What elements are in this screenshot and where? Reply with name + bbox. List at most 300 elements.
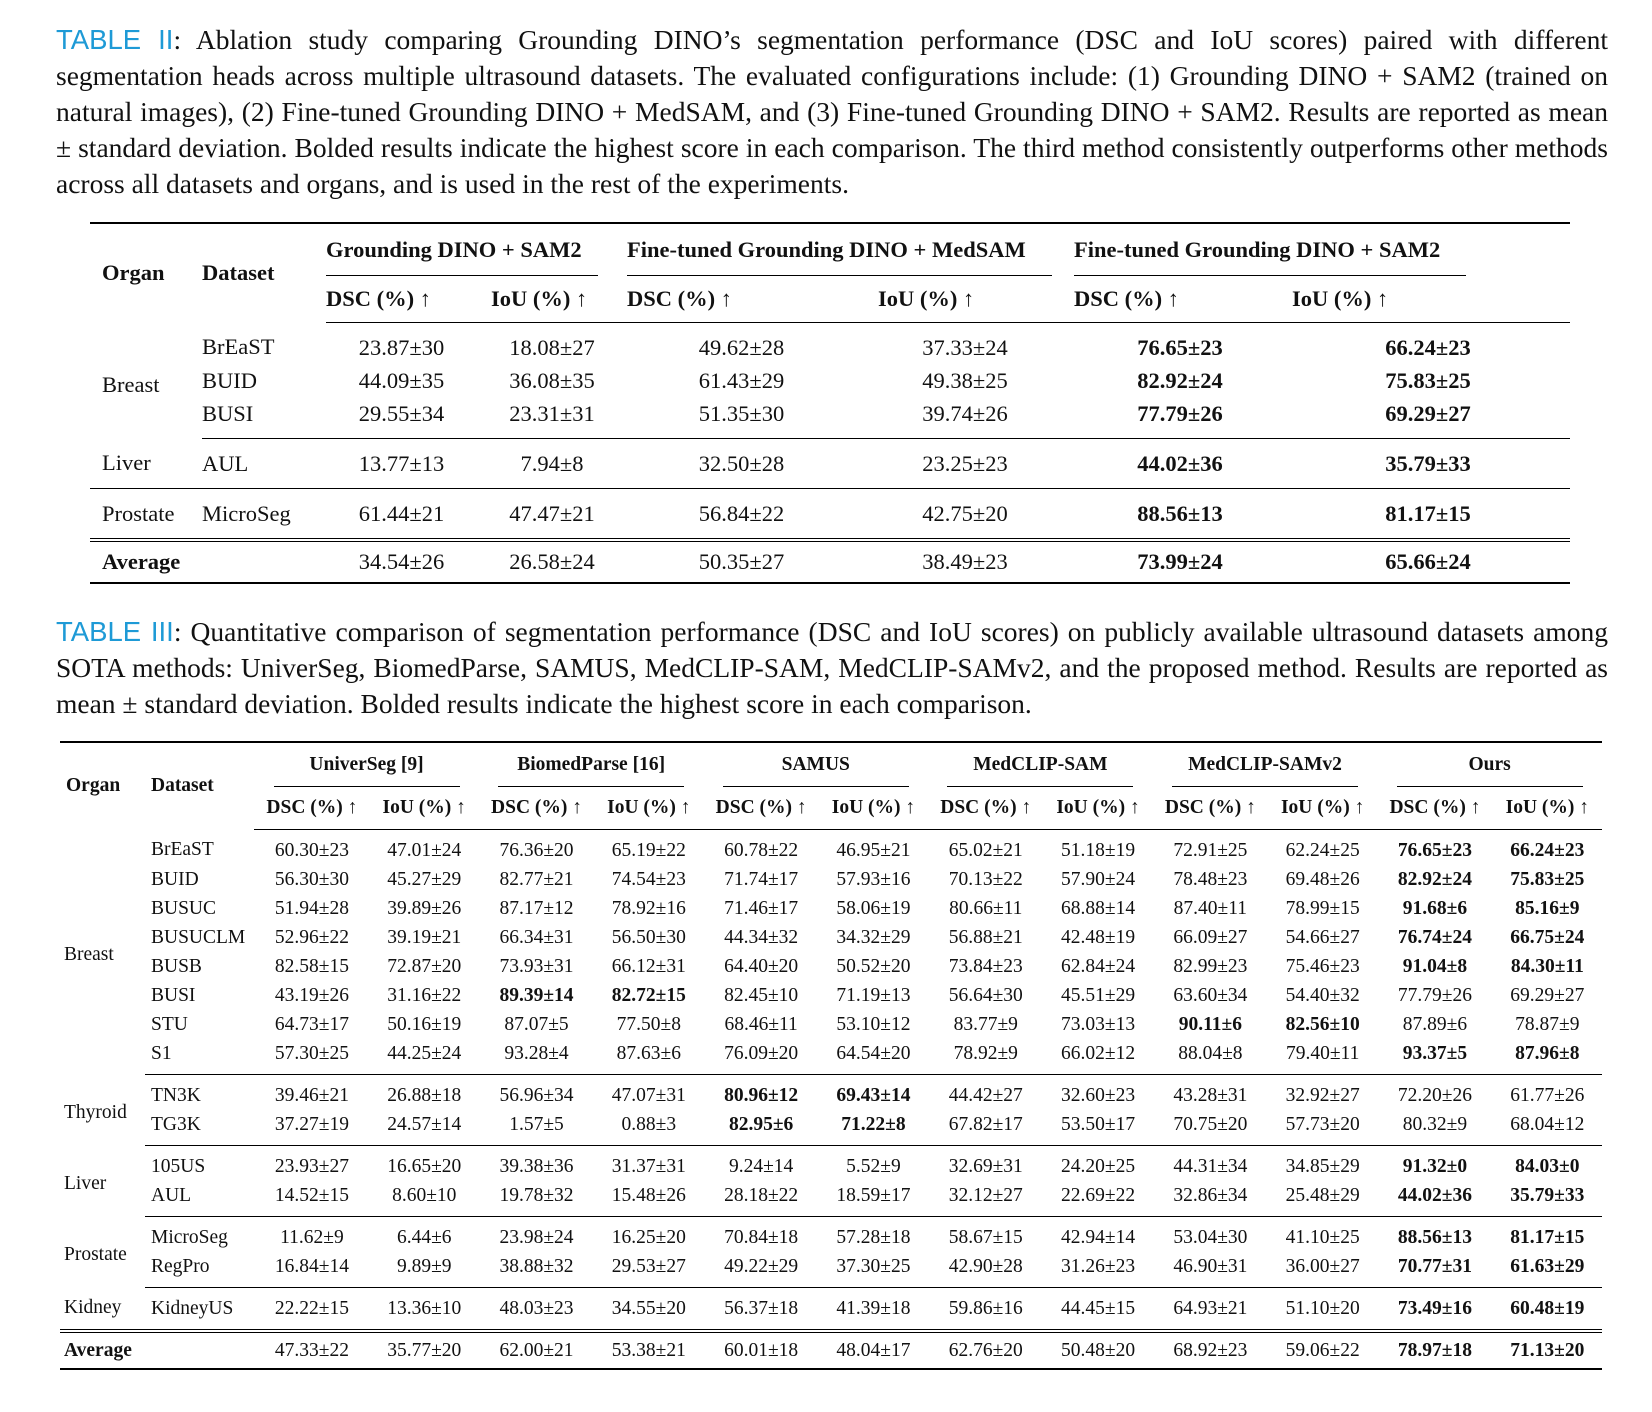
table-row <box>90 489 1570 541</box>
score-cell: 57.28±18 <box>836 1226 911 1248</box>
score-cell: 50.52±20 <box>836 955 911 977</box>
score-cell: 78.99±15 <box>1285 897 1360 919</box>
table-row <box>60 1217 1602 1253</box>
score-cell: 19.78±32 <box>479 1181 594 1217</box>
t3-dsc-header: DSC (%) ↑ <box>928 787 1043 830</box>
score-cell: 68.46±11 <box>724 1013 798 1035</box>
score-cell: 61.63±29 <box>1493 1252 1602 1288</box>
score-cell: 39.38±36 <box>499 1155 574 1177</box>
score-cell: 45.27±29 <box>387 868 462 890</box>
score-cell: 78.92±9 <box>928 1039 1043 1075</box>
score-cell: 43.19±26 <box>274 984 349 1006</box>
score-cell: 36.08±35 <box>509 367 595 393</box>
score-cell: 14.52±15 <box>254 1181 369 1217</box>
table3-label: TABLE III <box>56 616 174 647</box>
t2-iou-header: IoU (%) ↑ <box>477 276 627 323</box>
score-cell: 77.79±26 <box>1397 984 1472 1006</box>
score-cell: 87.17±12 <box>499 897 574 919</box>
t2-dsc-header: DSC (%) ↑ <box>326 276 477 323</box>
table3-caption-text: : Quantitative comparison of segmentation performance (DSC and IoU scores) on publicly available ultrasound datasets among SOTA methods: UniverSeg, BiomedParse, SAMUS, MedCLIP-SAM, MedCLIP-SAMv2, and the proposed method. Results are reported as mean ± standard deviation. Bolded results indicate the highest score in each comparison. <box>56 616 1608 719</box>
score-cell: 8.60±10 <box>370 1181 479 1217</box>
score-cell: 42.48±19 <box>1061 926 1136 948</box>
score-cell: 59.86±16 <box>948 1297 1023 1319</box>
score-cell: 41.10±25 <box>1285 1226 1360 1248</box>
t3-header-dataset: Dataset <box>150 775 214 797</box>
score-cell: 0.88±3 <box>594 1110 703 1146</box>
score-cell: 22.22±15 <box>274 1297 349 1319</box>
score-cell: 39.46±21 <box>274 1084 349 1106</box>
score-cell: 13.77±13 <box>326 439 477 489</box>
score-cell: 34.55±20 <box>611 1297 686 1319</box>
score-cell: 75.83±25 <box>1510 868 1585 890</box>
score-cell: 9.24±14 <box>728 1155 794 1177</box>
score-cell: 56.37±18 <box>724 1297 799 1319</box>
score-cell: 87.40±11 <box>1173 897 1248 919</box>
score-cell: 61.44±21 <box>358 500 445 526</box>
t2-header-organ: Organ <box>102 260 165 286</box>
score-cell: 82.56±10 <box>1285 1013 1360 1035</box>
t3-dsc-header: DSC (%) ↑ <box>254 787 369 830</box>
score-cell: 37.30±25 <box>819 1252 928 1288</box>
score-cell: 35.77±20 <box>370 1331 479 1369</box>
score-cell: 68.92±23 <box>1153 1331 1268 1369</box>
table-row <box>60 1146 1602 1182</box>
score-cell: 82.92±24 <box>1137 367 1223 393</box>
t3-group-header: Ours <box>1377 742 1602 787</box>
score-cell: 72.20±26 <box>1397 1084 1472 1106</box>
score-cell: 71.22±8 <box>819 1110 928 1146</box>
organ-cell: Breast <box>64 944 114 965</box>
dataset-cell: BUSB <box>150 955 202 977</box>
organ-cell: Kidney <box>64 1297 122 1319</box>
score-cell: 48.03±23 <box>499 1297 574 1319</box>
score-cell: 47.07±31 <box>611 1084 686 1106</box>
score-cell: 64.93±21 <box>1173 1297 1248 1319</box>
score-cell: 51.94±28 <box>274 897 349 919</box>
score-cell: 87.63±6 <box>594 1039 703 1075</box>
score-cell: 52.96±22 <box>274 926 349 948</box>
score-cell: 74.54±23 <box>611 868 686 890</box>
score-cell: 68.88±14 <box>1061 897 1136 919</box>
score-cell: 54.66±27 <box>1285 926 1360 948</box>
score-cell: 5.52±9 <box>846 1155 901 1177</box>
score-cell: 78.48±23 <box>1173 868 1248 890</box>
t3-group-header: UniverSeg [9] <box>254 742 479 787</box>
score-cell: 64.40±20 <box>724 955 799 977</box>
score-cell: 56.30±30 <box>274 868 349 890</box>
organ-cell: Breast <box>102 371 160 397</box>
t3-iou-header: IoU (%) ↑ <box>370 787 479 830</box>
score-cell: 84.30±11 <box>1510 955 1584 977</box>
dataset-cell: BrEaST <box>150 839 214 861</box>
score-cell: 56.64±30 <box>948 984 1023 1006</box>
score-cell: 71.74±17 <box>724 868 799 890</box>
score-cell: 84.03±0 <box>1515 1155 1580 1177</box>
average-label: Average <box>90 540 326 583</box>
score-cell: 44.45±15 <box>1061 1297 1136 1319</box>
table-row <box>90 439 1570 489</box>
t2-iou-header: IoU (%) ↑ <box>1286 276 1570 323</box>
score-cell: 42.75±20 <box>922 500 1008 526</box>
score-cell: 11.62±9 <box>280 1226 344 1248</box>
score-cell: 23.87±30 <box>358 334 445 360</box>
score-cell: 66.24±23 <box>1385 334 1471 360</box>
t3-header-organ: Organ <box>66 775 121 797</box>
score-cell: 81.17±15 <box>1510 1226 1585 1248</box>
score-cell: 44.34±32 <box>724 926 799 948</box>
score-cell: 32.69±31 <box>948 1155 1023 1177</box>
score-cell: 87.96±8 <box>1493 1039 1602 1075</box>
score-cell: 85.16±9 <box>1515 897 1580 919</box>
score-cell: 32.50±28 <box>627 439 856 489</box>
dataset-cell: AUL <box>202 439 326 489</box>
t3-group-header: SAMUS <box>703 742 928 787</box>
score-cell: 45.51±29 <box>1061 984 1136 1006</box>
score-cell: 73.93±31 <box>499 955 574 977</box>
score-cell: 22.69±22 <box>1043 1181 1152 1217</box>
score-cell: 31.26±23 <box>1043 1252 1152 1288</box>
score-cell: 56.96±34 <box>499 1084 574 1106</box>
score-cell: 56.50±30 <box>611 926 686 948</box>
dataset-cell: S1 <box>145 1039 254 1075</box>
score-cell: 49.38±25 <box>922 367 1008 393</box>
score-cell: 72.91±25 <box>1173 839 1248 861</box>
dataset-cell: BrEaST <box>202 334 275 360</box>
dataset-cell: KidneyUS <box>150 1297 234 1319</box>
dataset-cell: TN3K <box>150 1084 201 1106</box>
score-cell: 80.32±9 <box>1377 1110 1492 1146</box>
table2-caption <box>56 22 1608 202</box>
score-cell: 29.53±27 <box>594 1252 703 1288</box>
score-cell: 32.12±27 <box>928 1181 1043 1217</box>
score-cell: 69.29±27 <box>1510 984 1585 1006</box>
score-cell: 44.02±36 <box>1377 1181 1492 1217</box>
score-cell: 75.46±23 <box>1285 955 1360 977</box>
score-cell: 58.67±15 <box>948 1226 1023 1248</box>
score-cell: 87.07±5 <box>504 1013 569 1035</box>
table-row <box>60 894 1602 923</box>
table-row <box>60 1288 1602 1332</box>
score-cell: 63.60±34 <box>1173 984 1248 1006</box>
score-cell: 9.89±9 <box>370 1252 479 1288</box>
score-cell: 70.84±18 <box>724 1226 799 1248</box>
score-cell: 44.42±27 <box>948 1084 1023 1106</box>
score-cell: 31.37±31 <box>611 1155 686 1177</box>
dataset-cell: TG3K <box>145 1110 254 1146</box>
score-cell: 15.48±26 <box>594 1181 703 1217</box>
score-cell: 24.20±25 <box>1061 1155 1136 1177</box>
score-cell: 57.93±16 <box>836 868 911 890</box>
t2-group-header: Fine-tuned Grounding DINO + MedSAM <box>627 223 1074 276</box>
table2-label: TABLE II <box>56 24 174 55</box>
score-cell: 82.58±15 <box>274 955 349 977</box>
average-label: Average <box>60 1331 254 1369</box>
table-row <box>60 1110 1602 1146</box>
t2-dsc-header: DSC (%) ↑ <box>1074 276 1286 323</box>
score-cell: 58.06±19 <box>836 897 911 919</box>
score-cell: 39.89±26 <box>387 897 462 919</box>
score-cell: 44.31±34 <box>1173 1155 1248 1177</box>
score-cell: 62.76±20 <box>928 1331 1043 1369</box>
score-cell: 70.77±31 <box>1377 1252 1492 1288</box>
score-cell: 76.65±23 <box>1397 839 1472 861</box>
score-cell: 46.90±31 <box>1153 1252 1268 1288</box>
score-cell: 18.08±27 <box>509 334 595 360</box>
score-cell: 23.93±27 <box>274 1155 349 1177</box>
score-cell: 59.06±22 <box>1268 1331 1377 1369</box>
score-cell: 43.28±31 <box>1173 1084 1248 1106</box>
table3-caption <box>56 614 1608 722</box>
score-cell: 78.87±9 <box>1515 1013 1580 1035</box>
score-cell: 72.87±20 <box>387 955 462 977</box>
score-cell: 91.68±6 <box>1402 897 1468 919</box>
score-cell: 50.48±20 <box>1043 1331 1152 1369</box>
dataset-cell: STU <box>150 1013 188 1035</box>
dataset-cell: BUSUCLM <box>150 926 246 948</box>
score-cell: 29.55±34 <box>326 397 477 439</box>
score-cell: 38.49±23 <box>856 540 1074 583</box>
score-cell: 69.43±14 <box>836 1084 911 1106</box>
score-cell: 32.92±27 <box>1285 1084 1360 1106</box>
score-cell: 80.66±11 <box>949 897 1023 919</box>
score-cell: 81.17±15 <box>1385 500 1471 526</box>
score-cell: 82.45±10 <box>724 984 799 1006</box>
score-cell: 66.75±24 <box>1510 926 1585 948</box>
score-cell: 60.78±22 <box>724 839 799 861</box>
score-cell: 6.44±6 <box>396 1226 452 1248</box>
score-cell: 90.11±6 <box>1178 1013 1242 1035</box>
dataset-cell: BUID <box>150 868 199 890</box>
score-cell: 79.40±11 <box>1268 1039 1377 1075</box>
t3-iou-header: IoU (%) ↑ <box>1043 787 1152 830</box>
t3-dsc-header: DSC (%) ↑ <box>1153 787 1268 830</box>
score-cell: 76.09±20 <box>703 1039 818 1075</box>
score-cell: 53.10±12 <box>836 1013 911 1035</box>
table-row <box>60 952 1602 981</box>
dataset-cell: MicroSeg <box>150 1226 228 1248</box>
dataset-cell: BUSI <box>202 397 326 439</box>
score-cell: 13.36±10 <box>387 1297 462 1319</box>
score-cell: 38.88±32 <box>479 1252 594 1288</box>
score-cell: 16.65±20 <box>387 1155 462 1177</box>
score-cell: 56.84±22 <box>698 500 785 526</box>
score-cell: 88.56±13 <box>1397 1226 1472 1248</box>
score-cell: 35.79±33 <box>1286 439 1570 489</box>
score-cell: 71.46±17 <box>724 897 799 919</box>
score-cell: 32.60±23 <box>1061 1084 1136 1106</box>
score-cell: 47.33±22 <box>254 1331 369 1369</box>
score-cell: 32.86±34 <box>1153 1181 1268 1217</box>
score-cell: 28.18±22 <box>703 1181 818 1217</box>
score-cell: 39.19±21 <box>387 926 462 948</box>
score-cell: 82.72±15 <box>611 984 686 1006</box>
table-row <box>60 1252 1602 1288</box>
organ-cell: Liver <box>64 1173 107 1194</box>
score-cell: 34.54±26 <box>326 540 477 583</box>
score-cell: 47.47±21 <box>509 500 595 526</box>
score-cell: 66.02±12 <box>1043 1039 1152 1075</box>
score-cell: 42.94±14 <box>1061 1226 1136 1248</box>
score-cell: 37.27±19 <box>254 1110 369 1146</box>
table-row <box>60 865 1602 894</box>
score-cell: 50.16±19 <box>387 1013 462 1035</box>
table-row <box>60 923 1602 952</box>
score-cell: 46.95±21 <box>836 839 911 861</box>
score-cell: 53.50±17 <box>1043 1110 1152 1146</box>
score-cell: 65.02±21 <box>948 839 1023 861</box>
t3-group-header: MedCLIP-SAMv2 <box>1153 742 1378 787</box>
score-cell: 83.77±9 <box>953 1013 1018 1035</box>
score-cell: 18.59±17 <box>819 1181 928 1217</box>
score-cell: 65.66±24 <box>1286 540 1570 583</box>
t2-iou-header: IoU (%) ↑ <box>856 276 1074 323</box>
score-cell: 53.38±21 <box>594 1331 703 1369</box>
score-cell: 70.75±20 <box>1153 1110 1268 1146</box>
organ-cell: Thyroid <box>64 1102 127 1123</box>
score-cell: 66.34±31 <box>499 926 574 948</box>
dataset-cell: 105US <box>150 1155 206 1177</box>
score-cell: 34.32±29 <box>836 926 911 948</box>
score-cell: 91.32±0 <box>1402 1155 1468 1177</box>
score-cell: 78.97±18 <box>1377 1331 1492 1369</box>
score-cell: 57.90±24 <box>1061 868 1136 890</box>
dataset-cell: BUSUC <box>150 897 217 919</box>
score-cell: 23.25±23 <box>856 439 1074 489</box>
score-cell: 65.19±22 <box>611 839 686 861</box>
t2-group-header: Fine-tuned Grounding DINO + SAM2 <box>1074 223 1570 276</box>
table-row <box>90 323 1570 365</box>
score-cell: 62.00±21 <box>479 1331 594 1369</box>
score-cell: 80.96±12 <box>724 1084 799 1106</box>
score-cell: 1.57±5 <box>479 1110 594 1146</box>
score-cell: 89.39±14 <box>499 984 574 1006</box>
t3-group-header: MedCLIP-SAM <box>928 742 1153 787</box>
t3-iou-header: IoU (%) ↑ <box>594 787 703 830</box>
score-cell: 42.90±28 <box>928 1252 1043 1288</box>
score-cell: 93.28±4 <box>479 1039 594 1075</box>
score-cell: 73.84±23 <box>948 955 1023 977</box>
score-cell: 7.94±8 <box>477 439 627 489</box>
score-cell: 66.09±27 <box>1173 926 1248 948</box>
score-cell: 26.88±18 <box>387 1084 462 1106</box>
score-cell: 69.48±26 <box>1285 868 1360 890</box>
score-cell: 23.31±31 <box>477 397 627 439</box>
score-cell: 57.30±25 <box>254 1039 369 1075</box>
score-cell: 60.30±23 <box>274 839 349 861</box>
score-cell: 23.98±24 <box>499 1226 574 1248</box>
score-cell: 71.19±13 <box>836 984 911 1006</box>
table-row <box>60 1181 1602 1217</box>
score-cell: 61.43±29 <box>698 367 785 393</box>
score-cell: 62.84±24 <box>1061 955 1136 977</box>
score-cell: 41.39±18 <box>836 1297 911 1319</box>
score-cell: 56.88±21 <box>948 926 1023 948</box>
score-cell: 88.04±8 <box>1153 1039 1268 1075</box>
table2 <box>90 222 1570 584</box>
score-cell: 69.29±27 <box>1286 397 1570 439</box>
dataset-cell: RegPro <box>145 1252 254 1288</box>
score-cell: 77.79±26 <box>1074 397 1286 439</box>
score-cell: 35.79±33 <box>1493 1181 1602 1217</box>
score-cell: 26.58±24 <box>477 540 627 583</box>
t3-iou-header: IoU (%) ↑ <box>1268 787 1377 830</box>
dataset-cell: AUL <box>145 1181 254 1217</box>
average-row <box>90 540 1570 583</box>
score-cell: 24.57±14 <box>370 1110 479 1146</box>
score-cell: 37.33±24 <box>922 334 1008 360</box>
score-cell: 67.82±17 <box>928 1110 1043 1146</box>
score-cell: 53.04±30 <box>1173 1226 1248 1248</box>
score-cell: 73.49±16 <box>1397 1297 1472 1319</box>
table-row <box>60 1075 1602 1111</box>
score-cell: 91.04±8 <box>1402 955 1468 977</box>
table-row <box>60 981 1602 1010</box>
t2-dsc-header: DSC (%) ↑ <box>627 276 856 323</box>
score-cell: 76.36±20 <box>499 839 574 861</box>
score-cell: 82.95±6 <box>703 1110 818 1146</box>
t2-group-header: Grounding DINO + SAM2 <box>326 223 627 276</box>
organ-cell: Prostate <box>102 500 175 526</box>
score-cell: 82.77±21 <box>499 868 574 890</box>
score-cell: 70.13±22 <box>948 868 1023 890</box>
score-cell: 75.83±25 <box>1385 367 1471 393</box>
score-cell: 71.13±20 <box>1493 1331 1602 1369</box>
score-cell: 44.25±24 <box>370 1039 479 1075</box>
score-cell: 88.56±13 <box>1137 500 1223 526</box>
score-cell: 16.25±20 <box>611 1226 686 1248</box>
score-cell: 66.24±23 <box>1510 839 1585 861</box>
score-cell: 60.48±19 <box>1510 1297 1585 1319</box>
score-cell: 50.35±27 <box>627 540 856 583</box>
score-cell: 49.62±28 <box>698 334 785 360</box>
table-row <box>60 830 1602 866</box>
t3-group-header: BiomedParse [16] <box>479 742 704 787</box>
score-cell: 61.77±26 <box>1510 1084 1585 1106</box>
score-cell: 31.16±22 <box>387 984 462 1006</box>
score-cell: 44.09±35 <box>358 367 445 393</box>
score-cell: 76.65±23 <box>1137 334 1223 360</box>
score-cell: 68.04±12 <box>1493 1110 1602 1146</box>
t3-dsc-header: DSC (%) ↑ <box>703 787 818 830</box>
table3 <box>60 741 1602 1370</box>
t3-iou-header: IoU (%) ↑ <box>819 787 928 830</box>
dataset-cell: BUSI <box>150 984 196 1006</box>
organ-cell: Prostate <box>64 1244 127 1265</box>
score-cell: 77.50±8 <box>616 1013 681 1035</box>
score-cell: 73.99±24 <box>1074 540 1286 583</box>
score-cell: 87.89±6 <box>1402 1013 1468 1035</box>
t3-iou-header: IoU (%) ↑ <box>1493 787 1602 830</box>
score-cell: 66.12±31 <box>611 955 686 977</box>
average-row <box>60 1331 1602 1369</box>
score-cell: 62.24±25 <box>1285 839 1360 861</box>
score-cell: 16.84±14 <box>254 1252 369 1288</box>
score-cell: 82.99±23 <box>1173 955 1248 977</box>
dataset-cell: MicroSeg <box>202 500 291 526</box>
score-cell: 82.92±24 <box>1397 868 1472 890</box>
score-cell: 64.54±20 <box>819 1039 928 1075</box>
score-cell: 51.18±19 <box>1061 839 1136 861</box>
score-cell: 64.73±17 <box>274 1013 349 1035</box>
table-row <box>90 397 1570 439</box>
score-cell: 36.00±27 <box>1268 1252 1377 1288</box>
score-cell: 60.01±18 <box>703 1331 818 1369</box>
score-cell: 48.04±17 <box>819 1331 928 1369</box>
score-cell: 76.74±24 <box>1397 926 1472 948</box>
t3-dsc-header: DSC (%) ↑ <box>1377 787 1492 830</box>
score-cell: 34.85±29 <box>1285 1155 1360 1177</box>
organ-cell: Liver <box>90 439 202 489</box>
